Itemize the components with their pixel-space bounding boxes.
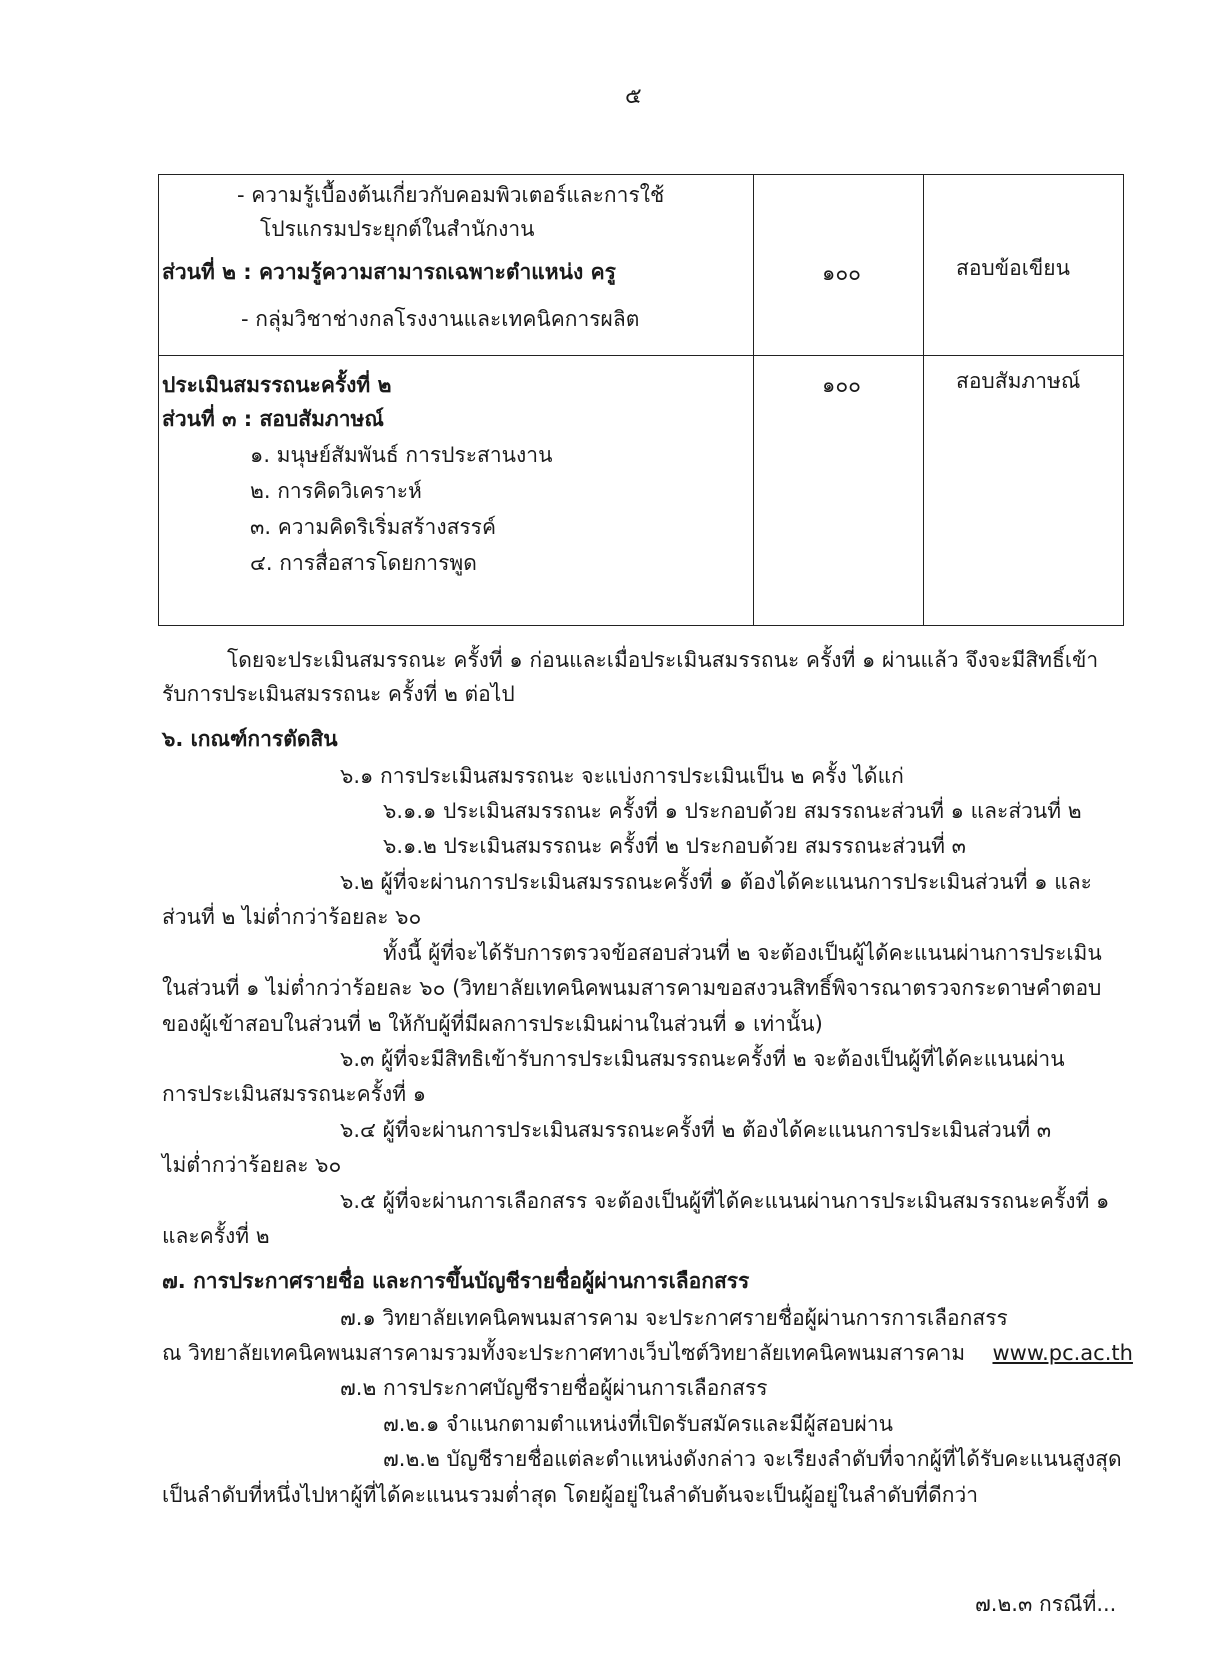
table-row-divider [159, 355, 1123, 356]
section6-line: ๖.๑.๒ ประเมินสมรรถนะ ครั้งที่ ๒ ประกอบด้วย สมรรถนะส่วนที่ ๓ [383, 834, 967, 858]
section6-line: ๖.๕ ผู้ที่จะผ่านการเลือกสรร จะต้องเป็นผู้ที่ได้คะแนนผ่านการประเมินสมรรถนะครั้งที่ ๑ [340, 1189, 1110, 1213]
table-row1-score: ๑๐๐ [822, 261, 861, 285]
section6-line: ส่วนที่ ๒ ไม่ต่ำกว่าร้อยละ ๖๐ [162, 905, 422, 929]
table-row1-line1: - ความรู้เบื้องต้นเกี่ยวกับคอมพิวเตอร์และการใช้ [237, 183, 665, 207]
intro-line2: รับการประเมินสมรรถนะ ครั้งที่ ๒ ต่อไป [162, 682, 515, 706]
section6-line: ของผู้เข้าสอบในส่วนที่ ๒ ให้กับผู้ที่มีผลการประเมินผ่านในส่วนที่ ๑ เท่านั้น) [162, 1012, 823, 1036]
section6-line: ทั้งนี้ ผู้ที่จะได้รับการตรวจข้อสอบส่วนที่ ๒ จะต้องเป็นผู้ได้คะแนนผ่านการประเมิน [383, 941, 1102, 965]
table-row2-item: ๑. มนุษย์สัมพันธ์ การประสานงาน [250, 443, 553, 467]
table-row1-method: สอบข้อเขียน [956, 256, 1070, 280]
intro-line1: โดยจะประเมินสมรรถนะ ครั้งที่ ๑ ก่อนและเมื่อประเมินสมรรถนะ ครั้งที่ ๑ ผ่านแล้ว จึงจะมีสิทธิ์เข้า [227, 648, 1099, 672]
section6-line: ๖.๔ ผู้ที่จะผ่านการประเมินสมรรถนะครั้งที่ ๒ ต้องได้คะแนนการประเมินส่วนที่ ๓ [340, 1118, 1052, 1142]
website-link[interactable]: www.pc.ac.th [992, 1341, 1133, 1365]
table-row2-item: ๓. ความคิดริเริ่มสร้างสรรค์ [250, 515, 497, 539]
section7-heading: ๗. การประกาศรายชื่อ และการขึ้นบัญชีรายชื่อผู้ผ่านการเลือกสรร [162, 1269, 750, 1293]
section7-line4: ๗.๒.๑ จำแนกตามตำแหน่งที่เปิดรับสมัครและมีผู้สอบผ่าน [383, 1412, 894, 1436]
table-row2-item: ๒. การคิดวิเคราะห์ [250, 479, 422, 503]
section7-line5: ๗.๒.๒ บัญชีรายชื่อแต่ละตำแหน่งดังกล่าว จะเรียงลำดับที่จากผู้ที่ได้รับคะแนนสูงสุด [383, 1447, 1122, 1471]
section7-line6: เป็นลำดับที่หนึ่งไปหาผู้ที่ได้คะแนนรวมต่ำสุด โดยผู้อยู่ในลำดับต้นจะเป็นผู้อยู่ในลำดับที่ดีกว่า [162, 1483, 979, 1507]
section6-line: ในส่วนที่ ๑ ไม่ต่ำกว่าร้อยละ ๖๐ (วิทยาลัยเทคนิคพนมสารคามขอสงวนสิทธิ์พิจารณาตรวจกระดาษคำตอบ [162, 976, 1102, 1000]
table-row2-heading1: ประเมินสมรรถนะครั้งที่ ๒ [162, 373, 392, 397]
section7-line3: ๗.๒ การประกาศบัญชีรายชื่อผู้ผ่านการเลือกสรร [340, 1376, 768, 1400]
table-row2-method: สอบสัมภาษณ์ [956, 369, 1081, 393]
table-row1-line4: - กลุ่มวิชาช่างกลโรงงานและเทคนิคการผลิต [241, 307, 640, 331]
section6-line: ไม่ต่ำกว่าร้อยละ ๖๐ [162, 1153, 342, 1177]
footer-continuation: ๗.๒.๓ กรณีที่... [975, 1592, 1117, 1616]
table-row2-heading2: ส่วนที่ ๓ : สอบสัมภาษณ์ [162, 407, 384, 431]
section6-line: ๖.๑.๑ ประเมินสมรรถนะ ครั้งที่ ๑ ประกอบด้วย สมรรถนะส่วนที่ ๑ และส่วนที่ ๒ [383, 799, 1082, 823]
table-row2-item: ๔. การสื่อสารโดยการพูด [250, 551, 477, 575]
table-row1-section-heading: ส่วนที่ ๒ : ความรู้ความสามารถเฉพาะตำแหน่ง ครู [162, 260, 616, 284]
section6-heading: ๖. เกณฑ์การตัดสิน [162, 727, 338, 751]
section7-line1: ๗.๑ วิทยาลัยเทคนิคพนมสารคาม จะประกาศรายชื่อผู้ผ่านการการเลือกสรร [340, 1306, 1008, 1330]
section7-line2-text: ณ วิทยาลัยเทคนิคพนมสารคามรวมทั้งจะประกาศทางเว็บไซต์วิทยาลัยเทคนิคพนมสารคาม [162, 1341, 966, 1365]
section7-line2 [162, 1339, 1133, 1367]
table-row1-line2: โปรแกรมประยุกต์ในสำนักงาน [260, 217, 535, 241]
table-divider-method [923, 175, 924, 625]
section6-line: ๖.๓ ผู้ที่จะมีสิทธิเข้ารับการประเมินสมรรถนะครั้งที่ ๒ จะต้องเป็นผู้ที่ได้คะแนนผ่าน [340, 1047, 1065, 1071]
section6-line: ๖.๑ การประเมินสมรรถนะ จะแบ่งการประเมินเป็น ๒ ครั้ง ได้แก่ [340, 764, 904, 788]
section6-line: ๖.๒ ผู้ที่จะผ่านการประเมินสมรรถนะครั้งที่ ๑ ต้องได้คะแนนการประเมินส่วนที่ ๑ และ [340, 870, 1092, 894]
table-divider-score [753, 175, 754, 625]
section6-line: และครั้งที่ ๒ [162, 1224, 270, 1248]
table-row2-score: ๑๐๐ [822, 373, 861, 397]
page-number: ๕ [625, 84, 642, 109]
section6-line: การประเมินสมรรถนะครั้งที่ ๑ [162, 1082, 427, 1106]
